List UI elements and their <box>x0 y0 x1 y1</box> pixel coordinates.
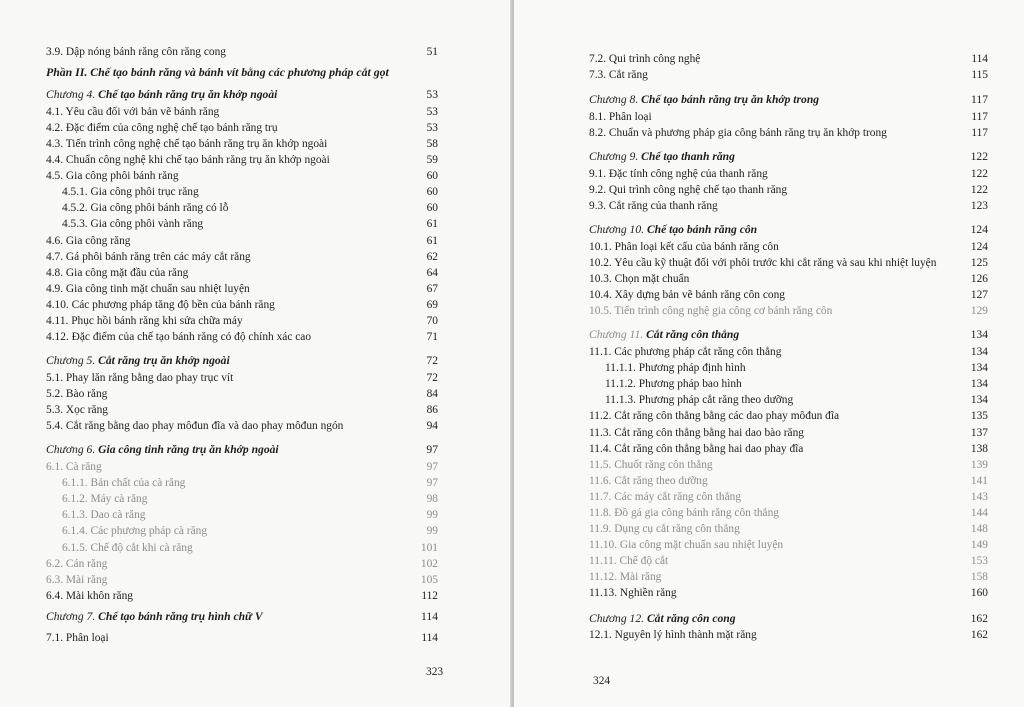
chapter-number: Chương 12. <box>589 612 645 625</box>
entry-title: 6.1.5. Chế độ cắt khi cà răng <box>62 542 193 554</box>
entry-page-number: 102 <box>420 558 438 570</box>
entry-title: 6.3. Mài răng <box>46 574 108 586</box>
entry-title: 11.4. Cắt răng côn thẳng bằng hai dao phay đĩa <box>589 443 804 455</box>
toc-entry <box>46 249 438 265</box>
entry-title: 11.1. Các phương pháp cắt răng côn thẳng <box>589 346 782 358</box>
entry-title: 4.4. Chuẩn công nghệ khi chế tạo bánh răng trụ ăn khớp ngoài <box>46 154 330 166</box>
entry-title: 11.12. Mài răng <box>589 571 662 583</box>
toc-entry <box>589 627 988 643</box>
entry-title: 4.12. Đặc điểm của chế tạo bánh răng có độ chính xác cao <box>46 331 312 343</box>
chapter-heading-text <box>589 327 739 343</box>
entry-title: 11.6. Cắt răng theo dưỡng <box>589 475 708 487</box>
toc-entry <box>589 303 988 319</box>
entry-page-number: 72 <box>426 354 438 367</box>
toc-entry <box>46 386 438 402</box>
entry-page-number: 149 <box>970 539 988 551</box>
entry-title: 8.1. Phân loại <box>589 111 652 123</box>
toc-entry <box>46 168 438 184</box>
entry-title: 4.5.2. Gia công phôi bánh răng có lỗ <box>62 202 229 214</box>
entry-title: 4.6. Gia công răng <box>46 235 131 247</box>
entry-title: 11.7. Các máy cắt răng côn thẳng <box>589 491 742 503</box>
entry-title: 8.2. Chuẩn và phương pháp gia công bánh răng trụ ăn khớp trong <box>589 127 887 139</box>
entry-page-number: 137 <box>970 427 988 439</box>
entry-page-number: 117 <box>971 127 988 139</box>
entry-page-number: 124 <box>970 223 988 236</box>
entry-page-number: 64 <box>426 267 438 279</box>
entry-page-number: 69 <box>426 299 438 311</box>
toc-entry <box>46 329 438 345</box>
chapter-heading-text <box>589 149 735 165</box>
chapter-number: Chương 7. <box>46 610 96 623</box>
entry-title: 10.3. Chọn mặt chuẩn <box>589 273 690 285</box>
entry-page-number: 99 <box>426 525 438 537</box>
entry-title: 4.5.3. Gia công phôi vành răng <box>62 218 204 230</box>
toc-entry <box>62 200 438 216</box>
entry-page-number: 53 <box>426 88 438 101</box>
toc-entry <box>46 556 438 572</box>
toc-entry <box>605 360 988 376</box>
entry-page-number: 160 <box>970 587 988 599</box>
toc-chapter-heading <box>46 353 438 369</box>
toc-entry <box>589 67 988 83</box>
entry-title: 4.2. Đặc điểm của công nghệ chế tạo bánh răng trụ <box>46 122 278 134</box>
entry-page-number: 115 <box>971 69 988 81</box>
chapter-title: Chế tạo bánh răng côn <box>646 223 758 236</box>
toc-entry <box>62 540 438 556</box>
toc-chapter-heading <box>589 149 988 165</box>
entry-page-number: 135 <box>970 410 988 422</box>
entry-title: 5.3. Xọc răng <box>46 404 108 416</box>
entry-page-number: 134 <box>970 378 988 390</box>
page-number-left: 323 <box>426 666 444 678</box>
entry-title: 7.1. Phân loại <box>46 632 109 644</box>
entry-title: 10.2. Yêu cầu kỹ thuật đối với phôi trước khi cắt răng và sau khi nhiệt luyện <box>589 257 937 269</box>
entry-page-number: 122 <box>970 150 988 163</box>
entry-title: 10.1. Phân loại kết cấu của bánh răng côn <box>589 241 779 253</box>
toc-chapter-heading <box>589 222 988 238</box>
entry-page-number: 143 <box>970 491 988 503</box>
entry-page-number: 71 <box>426 331 438 343</box>
entry-title: 4.5.1. Gia công phôi trục răng <box>62 186 199 198</box>
page-number-right: 324 <box>593 675 611 687</box>
chapter-number: Chương 9. <box>589 150 639 163</box>
entry-title: 11.10. Gia công mặt chuẩn sau nhiệt luyện <box>589 539 784 551</box>
toc-entry <box>46 233 438 249</box>
entry-page-number: 72 <box>426 372 438 384</box>
entry-page-number: 97 <box>426 443 438 456</box>
entry-page-number: 125 <box>970 257 988 269</box>
entry-page-number: 114 <box>421 610 438 623</box>
toc-entry <box>589 287 988 303</box>
entry-title: 7.3. Cắt răng <box>589 69 648 81</box>
entry-page-number: 112 <box>421 590 438 602</box>
chapter-title: Cắt răng côn thẳng <box>646 328 740 341</box>
chapter-number: Chương 8. <box>589 93 639 106</box>
toc-entry <box>62 507 438 523</box>
entry-page-number: 60 <box>426 186 438 198</box>
toc-entry <box>46 588 438 604</box>
entry-page-number: 141 <box>970 475 988 487</box>
toc-entry <box>46 313 438 329</box>
entry-page-number: 124 <box>970 241 988 253</box>
entry-title: 6.1.3. Dao cà răng <box>62 509 146 521</box>
toc-entry <box>589 255 988 271</box>
entry-title: 10.4. Xây dựng bản vẽ bánh răng côn cong <box>589 289 785 301</box>
entry-page-number: 59 <box>426 154 438 166</box>
toc-entry <box>62 216 438 232</box>
entry-title: 6.1.4. Các phương pháp cà răng <box>62 525 208 537</box>
chapter-number: Chương 4. <box>46 88 96 101</box>
toc-entry <box>46 297 438 313</box>
entry-page-number: 148 <box>970 523 988 535</box>
toc-part-heading <box>46 64 438 80</box>
toc-entry <box>46 104 438 120</box>
entry-title: 4.1. Yêu cầu đối với bản vẽ bánh răng <box>46 106 220 118</box>
toc-entry <box>46 370 438 386</box>
chapter-number: Chương 5. <box>46 354 96 367</box>
toc-entry <box>605 392 988 408</box>
entry-page-number: 122 <box>970 168 988 180</box>
entry-page-number: 84 <box>426 388 438 400</box>
entry-page-number: 98 <box>426 493 438 505</box>
chapter-number: Chương 6. <box>46 443 96 456</box>
entry-title: 4.8. Gia công mặt đầu của răng <box>46 267 189 279</box>
entry-page-number: 99 <box>426 509 438 521</box>
toc-entry <box>589 51 988 67</box>
entry-title: 11.8. Đồ gá gia công bánh răng côn thẳng <box>589 507 780 519</box>
toc-entry <box>589 553 988 569</box>
entry-page-number: 60 <box>426 202 438 214</box>
chapter-title: Chế tạo bánh răng trụ ăn khớp ngoài <box>98 88 278 101</box>
toc-entry <box>46 630 438 646</box>
entry-page-number: 97 <box>426 461 438 473</box>
entry-page-number: 134 <box>970 394 988 406</box>
toc-entry <box>589 457 988 473</box>
toc-chapter-heading <box>46 442 438 458</box>
entry-page-number: 105 <box>420 574 438 586</box>
entry-page-number: 122 <box>970 184 988 196</box>
entry-title: 4.10. Các phương pháp tăng độ bền của bánh răng <box>46 299 275 311</box>
toc-entry <box>589 182 988 198</box>
chapter-title: Cắt răng côn cong <box>646 612 736 625</box>
chapter-heading-text <box>589 92 819 108</box>
entry-title: 10.5. Tiến trình công nghệ gia công cơ bánh răng côn <box>589 305 833 317</box>
toc-entry <box>46 281 438 297</box>
entry-page-number: 126 <box>970 273 988 285</box>
entry-page-number: 97 <box>426 477 438 489</box>
toc-entry <box>589 473 988 489</box>
toc-entry <box>589 125 988 141</box>
toc-chapter-heading <box>589 327 988 343</box>
entry-page-number: 61 <box>426 235 438 247</box>
toc-entry <box>46 402 438 418</box>
entry-title: 7.2. Qui trình công nghệ <box>589 53 701 65</box>
entry-title: 3.9. Dập nóng bánh răng côn răng cong <box>46 46 226 58</box>
entry-page-number: 127 <box>970 289 988 301</box>
entry-title: 6.2. Cán răng <box>46 558 108 570</box>
toc-chapter-heading <box>46 609 438 625</box>
toc-chapter-heading <box>589 611 988 627</box>
toc-entry <box>46 459 438 475</box>
entry-title: 11.13. Nghiền răng <box>589 587 677 599</box>
toc-entry <box>589 271 988 287</box>
toc-entry <box>62 523 438 539</box>
toc-entry <box>589 408 988 424</box>
entry-title: 11.9. Dụng cụ cắt răng côn thẳng <box>589 523 740 535</box>
entry-page-number: 129 <box>970 305 988 317</box>
entry-page-number: 60 <box>426 170 438 182</box>
chapter-heading-text <box>46 353 230 369</box>
toc-entry <box>589 425 988 441</box>
toc-chapter-heading <box>46 87 438 103</box>
entry-title: 6.4. Mài khôn răng <box>46 590 133 602</box>
chapter-number: Chương 10. <box>589 223 645 236</box>
entry-page-number: 53 <box>426 122 438 134</box>
toc-entry <box>62 184 438 200</box>
entry-page-number: 117 <box>971 111 988 123</box>
toc-entry <box>589 109 988 125</box>
entry-page-number: 139 <box>970 459 988 471</box>
toc-entry <box>46 152 438 168</box>
entry-title: 4.7. Gá phôi bánh răng trên các máy cắt răng <box>46 251 251 263</box>
entry-page-number: 101 <box>420 542 438 554</box>
toc-entry <box>589 521 988 537</box>
chapter-number: Chương 11. <box>589 328 644 341</box>
entry-page-number: 158 <box>970 571 988 583</box>
toc-entry <box>589 198 988 214</box>
entry-title: 5.1. Phay lăn răng bằng dao phay trục vít <box>46 372 234 384</box>
entry-page-number: 144 <box>970 507 988 519</box>
chapter-title: Gia công tinh răng trụ ăn khớp ngoài <box>98 443 279 456</box>
entry-title: 11.2. Cắt răng côn thẳng bằng các dao phay môđun đĩa <box>589 410 840 422</box>
toc-entry <box>589 239 988 255</box>
entry-page-number: 58 <box>426 138 438 150</box>
chapter-title: Chế tạo thanh răng <box>641 150 735 163</box>
toc-entry <box>589 537 988 553</box>
entry-page-number: 162 <box>970 612 988 625</box>
entry-title: 9.3. Cắt răng của thanh răng <box>589 200 718 212</box>
entry-title: 4.11. Phục hồi bánh răng khi sửa chữa máy <box>46 315 243 327</box>
entry-title: 5.4. Cắt răng bằng dao phay môđun đĩa và dao phay môđun ngón <box>46 420 344 432</box>
chapter-title: Chế tạo bánh răng trụ ăn khớp trong <box>641 93 820 106</box>
toc-entry <box>589 585 988 601</box>
chapter-title: Chế tạo bánh răng trụ hình chữ V <box>98 610 263 623</box>
entry-title: 11.1.1. Phương pháp định hình <box>605 362 746 374</box>
toc-entry <box>605 376 988 392</box>
entry-page-number: 134 <box>970 362 988 374</box>
part-title: Phần II. Chế tạo bánh răng và bánh vít bằng các phương pháp cắt gọt <box>46 65 389 79</box>
entry-title: 9.2. Qui trình công nghệ chế tạo thanh răng <box>589 184 788 196</box>
right-page <box>514 0 1024 707</box>
entry-page-number: 114 <box>421 632 438 644</box>
entry-title: 6.1. Cà răng <box>46 461 102 473</box>
entry-page-number: 62 <box>426 251 438 263</box>
entry-title: 11.1.2. Phương pháp bao hình <box>605 378 742 390</box>
toc-entry <box>589 505 988 521</box>
entry-title: 4.3. Tiến trình công nghệ chế tạo bánh răng trụ ăn khớp ngoài <box>46 138 328 150</box>
entry-title: 6.1.1. Bản chất của cà răng <box>62 477 186 489</box>
entry-title: 11.3. Cắt răng côn thẳng bằng hai dao bào răng <box>589 427 804 439</box>
toc-entry <box>46 418 438 434</box>
entry-page-number: 153 <box>970 555 988 567</box>
entry-title: 4.5. Gia công phôi bánh răng <box>46 170 179 182</box>
toc-entry <box>589 489 988 505</box>
entry-title: 11.11. Chế độ cắt <box>589 555 669 567</box>
toc-entry <box>46 572 438 588</box>
chapter-heading-text <box>589 222 757 238</box>
toc-entry <box>62 475 438 491</box>
toc-entry <box>62 491 438 507</box>
entry-page-number: 134 <box>970 328 988 341</box>
entry-title: 9.1. Đặc tính công nghệ của thanh răng <box>589 168 768 180</box>
chapter-heading-text <box>46 609 263 625</box>
toc-entry <box>46 136 438 152</box>
chapter-title: Cắt răng trụ ăn khớp ngoài <box>98 354 230 367</box>
chapter-heading-text <box>46 87 277 103</box>
entry-page-number: 53 <box>426 106 438 118</box>
toc-entry <box>46 120 438 136</box>
entry-page-number: 94 <box>426 420 438 432</box>
entry-page-number: 123 <box>970 200 988 212</box>
chapter-heading-text <box>46 442 279 458</box>
entry-title: 11.1.3. Phương pháp cắt răng theo dưỡng <box>605 394 794 406</box>
toc-entry <box>589 344 988 360</box>
entry-title: 6.1.2. Máy cà răng <box>62 493 148 505</box>
chapter-heading-text <box>589 611 736 627</box>
entry-title: 12.1. Nguyên lý hình thành mặt răng <box>589 629 757 641</box>
entry-page-number: 138 <box>970 443 988 455</box>
toc-chapter-heading <box>589 92 988 108</box>
entry-page-number: 67 <box>426 283 438 295</box>
toc-entry <box>589 166 988 182</box>
entry-page-number: 134 <box>970 346 988 358</box>
entry-page-number: 117 <box>971 93 988 106</box>
toc-entry <box>46 44 438 60</box>
entry-page-number: 114 <box>971 53 988 65</box>
entry-title: 11.5. Chuốt răng côn thẳng <box>589 459 713 471</box>
entry-title: 4.9. Gia công tinh mặt chuẩn sau nhiệt luyện <box>46 283 250 295</box>
entry-page-number: 162 <box>970 629 988 641</box>
entry-page-number: 86 <box>426 404 438 416</box>
toc-entry <box>46 265 438 281</box>
entry-page-number: 70 <box>426 315 438 327</box>
toc-entry <box>589 441 988 457</box>
entry-title: 5.2. Bào răng <box>46 388 108 400</box>
entry-page-number: 61 <box>426 218 438 230</box>
entry-page-number: 51 <box>426 46 438 58</box>
toc-entry <box>589 569 988 585</box>
